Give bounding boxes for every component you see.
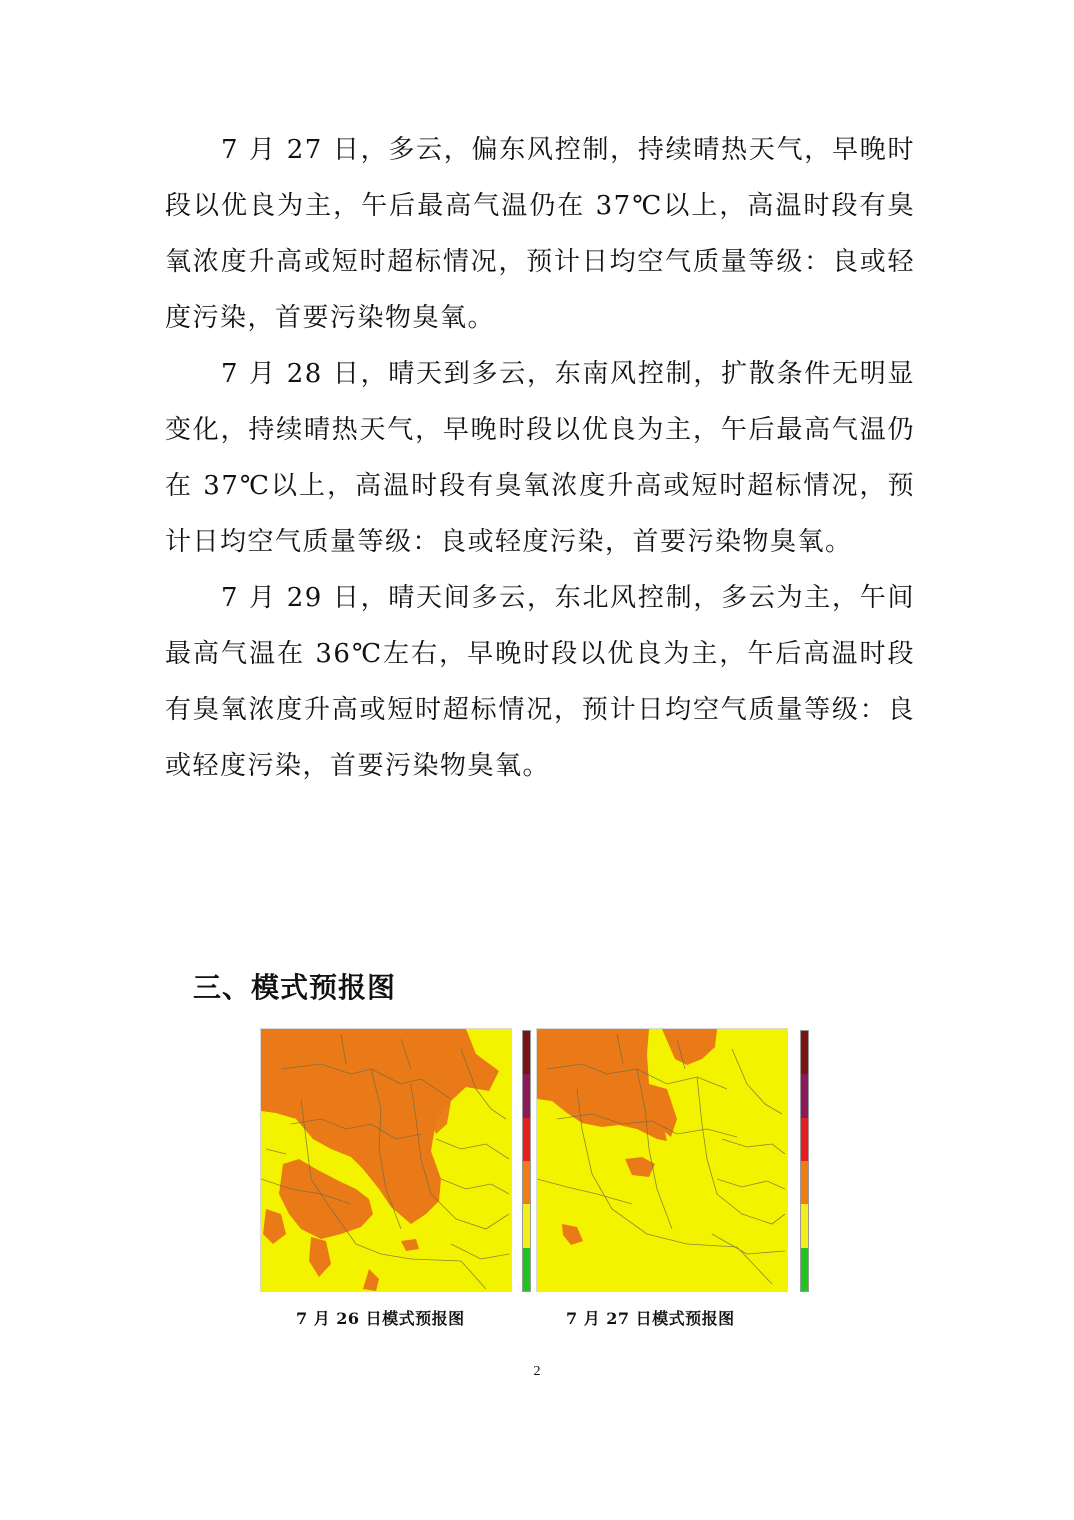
colorbar-segment <box>801 1269 808 1291</box>
colorbar-segment <box>801 1031 808 1053</box>
colorbar-segment <box>523 1139 530 1161</box>
colorbar-segment <box>801 1096 808 1118</box>
legend-colorbar-1 <box>522 1030 531 1292</box>
forecast-map-jul-27-graphic <box>537 1029 787 1291</box>
colorbar-segment <box>523 1183 530 1205</box>
forecast-paragraph-jul-28: 7 月 28 日，晴天到多云，东南风控制，扩散条件无明显变化，持续晴热天气，早晚时段以优良为主，午后最高气温仍在 37℃以上，高温时段有臭氧浓度升高或短时超标情况，预计日均空气质量等级：良或轻度污染，首要污染物臭氧。 <box>165 359 915 557</box>
colorbar-segment <box>801 1053 808 1075</box>
colorbar-segment <box>523 1031 530 1053</box>
colorbar-segment <box>523 1248 530 1270</box>
page-number: 2 <box>533 1364 541 1379</box>
legend-colorbar-2 <box>800 1030 809 1292</box>
colorbar-segment <box>523 1204 530 1226</box>
colorbar-segment <box>523 1118 530 1140</box>
colorbar-segment <box>523 1161 530 1183</box>
colorbar-segment <box>801 1248 808 1270</box>
colorbar-segment <box>801 1183 808 1205</box>
forecast-map-jul-26-graphic <box>261 1029 511 1291</box>
forecast-map-jul-26 <box>260 1028 512 1292</box>
forecast-map-jul-27 <box>536 1028 788 1292</box>
colorbar-segment <box>801 1118 808 1140</box>
colorbar-segment <box>523 1269 530 1291</box>
colorbar-segment <box>523 1096 530 1118</box>
section-heading: 三、模式预报图 <box>193 971 397 1004</box>
figure-caption-jul-27: 7 月 27 日模式预报图 <box>566 1309 735 1328</box>
colorbar-segment <box>801 1226 808 1248</box>
figure-caption-jul-26: 7 月 26 日模式预报图 <box>296 1309 465 1328</box>
forecast-paragraph-jul-29: 7 月 29 日，晴天间多云，东北风控制，多云为主，午间最高气温在 36℃左右，早晚时段以优良为主，午后高温时段有臭氧浓度升高或短时超标情况，预计日均空气质量等级：良或轻度污染，首要污染物臭氧。 <box>165 583 915 781</box>
colorbar-segment <box>801 1139 808 1161</box>
colorbar-segment <box>523 1074 530 1096</box>
colorbar-segment <box>801 1074 808 1096</box>
forecast-paragraph-jul-27: 7 月 27 日，多云，偏东风控制，持续晴热天气，早晚时段以优良为主，午后最高气温仍在 37℃以上，高温时段有臭氧浓度升高或短时超标情况，预计日均空气质量等级：良或轻度污染，首要污染物臭氧。 <box>165 135 915 333</box>
colorbar-segment <box>801 1204 808 1226</box>
colorbar-segment <box>801 1161 808 1183</box>
colorbar-segment <box>523 1226 530 1248</box>
colorbar-segment <box>523 1053 530 1075</box>
